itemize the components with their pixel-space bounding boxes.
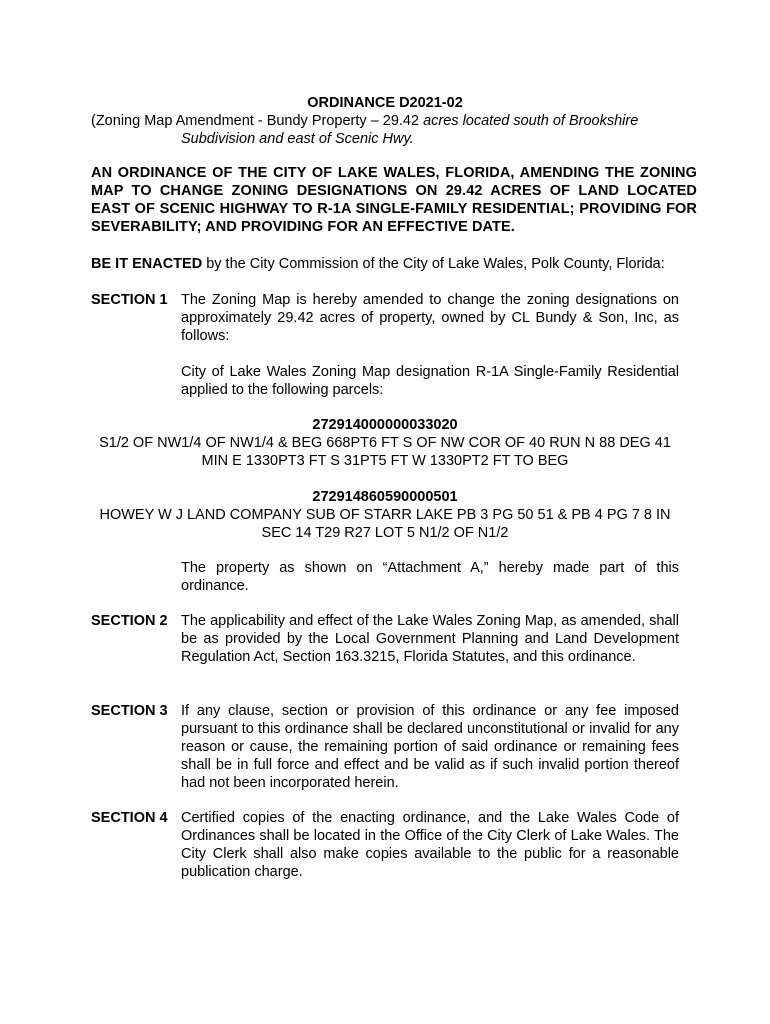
parcel-description: HOWEY W J LAND COMPANY SUB OF STARR LAKE PB 3 PG 50 51 & PB 4 PG 7 8 IN SEC 14 T29 R27 LOT 5 N1/2 OF N1/2 [99, 507, 671, 541]
ordinance-title: ORDINANCE D2021-02 [307, 95, 463, 111]
enacting-clause-text: by the City Commission of the City of Lake Wales, Polk County, Florida: [202, 256, 665, 272]
section-3-heading: SECTION 3 [91, 703, 168, 719]
section-4-heading: SECTION 4 [91, 810, 168, 826]
ordinance-subtitle [91, 112, 681, 130]
section-1-heading: SECTION 1 [91, 292, 168, 308]
section-1-designation: City of Lake Wales Zoning Map designation R-1A Single-Family Residential applied to the following parcels: [181, 364, 679, 398]
subtitle-continuation: Subdivision and east of Scenic Hwy. [181, 131, 414, 147]
section-1-body: The Zoning Map is hereby amended to change the zoning designations on approximately 29.42 acres of property, owned by CL Bundy & Son, Inc, as follows: [181, 292, 679, 344]
section-2-body: The applicability and effect of the Lake Wales Zoning Map, as amended, shall be as provided by the Local Government Planning and Land Development Regulation Act, Section 163.3215, Florida Statutes, and this ordinance. [181, 613, 679, 665]
subtitle-text: (Zoning Map Amendment - Bundy Property – 29.42 [91, 113, 424, 129]
parcel-2 [85, 488, 685, 542]
parcel-id: 272914000000033020 [312, 417, 458, 433]
section-2-heading: SECTION 2 [91, 613, 168, 629]
ordinance-preamble: AN ORDINANCE OF THE CITY OF LAKE WALES, FLORIDA, AMENDING THE ZONING MAP TO CHANGE ZONING DESIGNATIONS ON 29.42 ACRES OF LAND LOCATED EAST OF SCENIC HIGHWAY TO R-1A SINGLE-FAMILY RESIDENTIAL; PROVIDING FOR SEVERABILITY; AND PROVIDING FOR AN EFFECTIVE DATE. [91, 165, 697, 235]
parcel-description: S1/2 OF NW1/4 OF NW1/4 & BEG 668PT6 FT S OF NW COR OF 40 RUN N 88 DEG 41 MIN E 1330PT3 FT S 31PT5 FT W 1330PT2 FT TO BEG [99, 435, 671, 469]
subtitle-italic-text: acres located south of Brookshire [423, 113, 639, 129]
parcel-id: 272914860590000501 [312, 489, 458, 505]
parcel-1 [85, 416, 685, 470]
section-3-body: If any clause, section or provision of this ordinance or any fee imposed pursuant to this ordinance shall be declared unconstitutional or invalid for any reason or cause, the remaining portion of said ordinance or remaining fees shall be in full force and effect and be valid as if such invalid portion thereof had not been incorporated herein. [181, 703, 679, 791]
enacting-clause-bold: BE IT ENACTED [91, 256, 203, 272]
attachment-note: The property as shown on “Attachment A,” hereby made part of this ordinance. [181, 560, 679, 594]
enacting-clause [91, 255, 711, 273]
section-4-body: Certified copies of the enacting ordinance, and the Lake Wales Code of Ordinances shall be located in the Office of the City Clerk of Lake Wales. The City Clerk shall also make copies available to the public for a reasonable publication charge. [181, 810, 679, 880]
